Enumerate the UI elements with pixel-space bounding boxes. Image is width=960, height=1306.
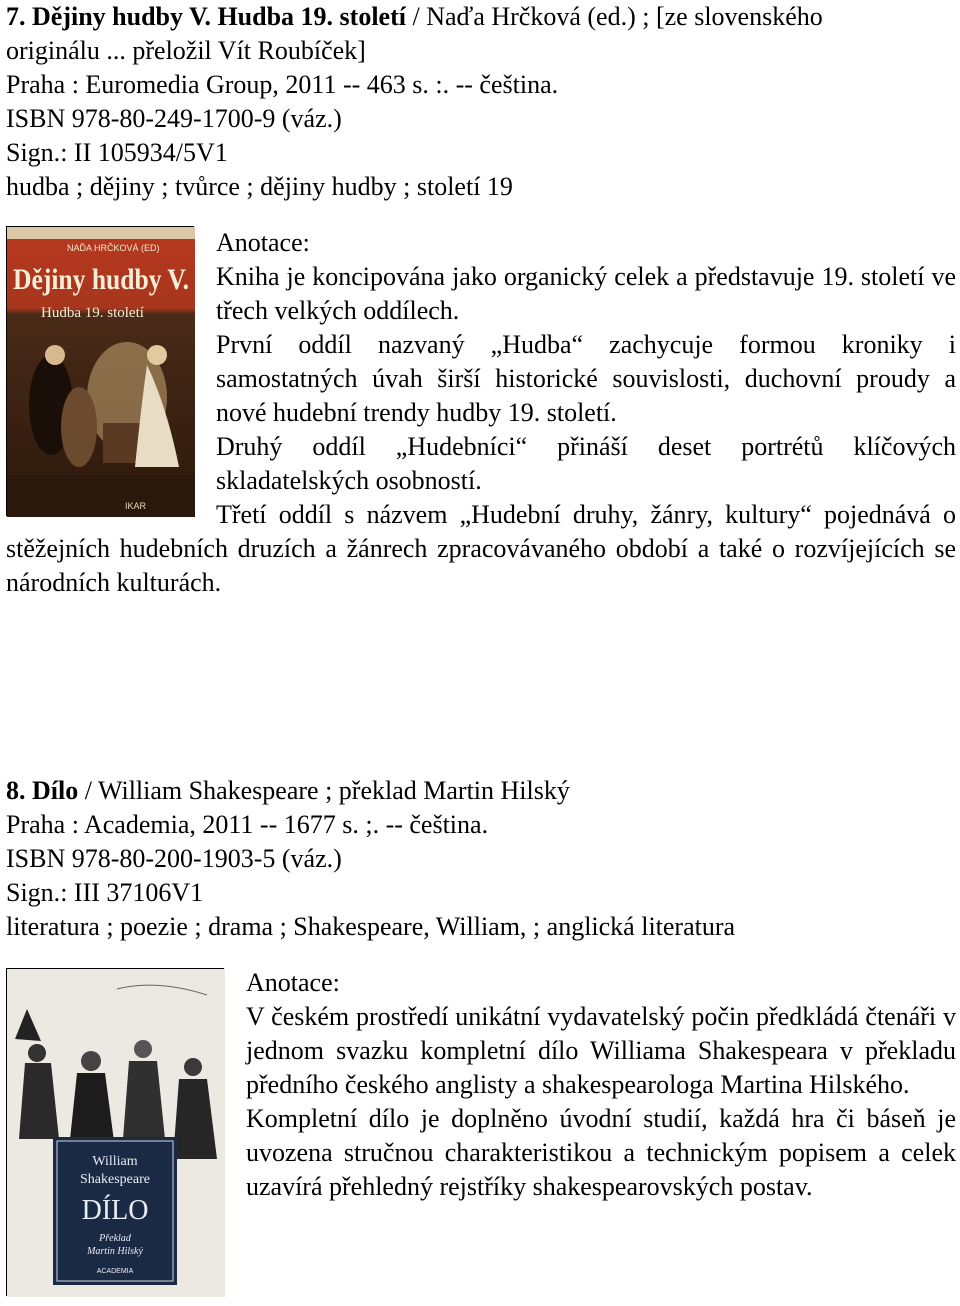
record-isbn: ISBN 978-80-200-1903-5 (váz.) <box>6 844 342 873</box>
annotation-block <box>6 966 956 1275</box>
signature-value: : II 105934/5V1 <box>60 138 228 167</box>
book-cover-illustration <box>7 227 195 517</box>
signature-label: Sign. <box>6 138 61 167</box>
cover-editor: NAĎA HRČKOVÁ (ED) <box>67 243 160 253</box>
signature-value: : III 37106V1 <box>60 878 204 907</box>
record-responsibility: / Naďa Hrčková (ed.) ; [ze slovenského <box>405 2 823 31</box>
record-responsibility: / William Shakespeare ; překlad Martin Hilský <box>78 776 570 805</box>
cover-imprint: IKAR <box>125 501 147 511</box>
cover-subtitle: Hudba 19. století <box>41 305 144 321</box>
cover-translator: Překlad <box>99 1233 131 1244</box>
record-title: Dílo <box>32 776 79 805</box>
annotation-paragraph: První oddíl nazvaný „Hudba“ zachycuje formou kroniky i samostatných úvah širší historické souvislosti, duchovní proudy a nové hudební trendy hudby 19. století. <box>216 330 956 427</box>
record-number: 8. <box>6 776 26 805</box>
cover-author: William <box>92 1154 138 1169</box>
record-publication: Praha : Academia, 2011 -- 1677 s. ;. -- čeština. <box>6 810 489 839</box>
annotation-label: Anotace: <box>216 228 310 257</box>
record-8-heading <box>6 774 956 808</box>
record-isbn: ISBN 978-80-249-1700-9 (váz.) <box>6 104 342 133</box>
cover-title: DÍLO <box>81 1195 149 1226</box>
record-responsibility-cont: originálu ... přeložil Vít Roubíček] <box>6 36 366 65</box>
annotation-paragraph: Kniha je koncipována jako organický celek a představuje 19. století ve třech velkých oddílech. <box>216 262 956 325</box>
record-signature <box>6 136 956 170</box>
record-subjects: hudba ; dějiny ; tvůrce ; dějiny hudby ; století 19 <box>6 172 513 201</box>
signature-label: Sign. <box>6 878 61 907</box>
record-8 <box>6 774 956 1300</box>
record-publication: Praha : Euromedia Group, 2011 -- 463 s. :. -- čeština. <box>6 70 559 99</box>
book-cover-image <box>6 226 194 516</box>
annotation-paragraph: Třetí oddíl s názvem „Hudební druhy, žánry, kultury“ pojednává o stěžejních hudebních druzích a žánrech zpracovávaného období a také o rozvíjejících se národních kulturách. <box>6 500 956 597</box>
record-subjects: literatura ; poezie ; drama ; Shakespeare, William, ; anglická literatura <box>6 912 736 941</box>
annotation-label: Anotace: <box>246 968 340 997</box>
record-title: Dějiny hudby V. Hudba 19. století <box>32 2 406 31</box>
cover-title: Dějiny hudby V. <box>13 263 189 296</box>
annotation-block <box>6 226 956 600</box>
record-number: 7. <box>6 2 26 31</box>
cover-author: Shakespeare <box>80 1172 150 1187</box>
record-7-heading <box>6 0 956 34</box>
annotation-paragraph: Kompletní dílo je doplněno úvodní studií, každá hra či báseň je uvozena stručnou charakteristikou a technickým popisem a celek uzavírá přehledný rejstříky shakespearovských postav. <box>246 1104 956 1201</box>
cover-translator: Martin Hilský <box>87 1246 143 1257</box>
annotation-paragraph: Druhý oddíl „Hudebníci“ přináší deset portrétů klíčových skladatelských osobností. <box>216 432 956 495</box>
annotation-paragraph: V českém prostředí unikátní vydavatelský počin předkládá čtenáři v jednom svazku kompletní dílo Williama Shakespeara v překladu předního českého anglisty a shakespearologa Martina Hilského. <box>246 1002 956 1099</box>
record-signature <box>6 876 956 910</box>
record-7 <box>6 0 956 600</box>
book-cover-image <box>6 968 224 1296</box>
cover-imprint: ACADEMIA <box>96 1268 134 1275</box>
book-cover-illustration <box>7 969 225 1297</box>
